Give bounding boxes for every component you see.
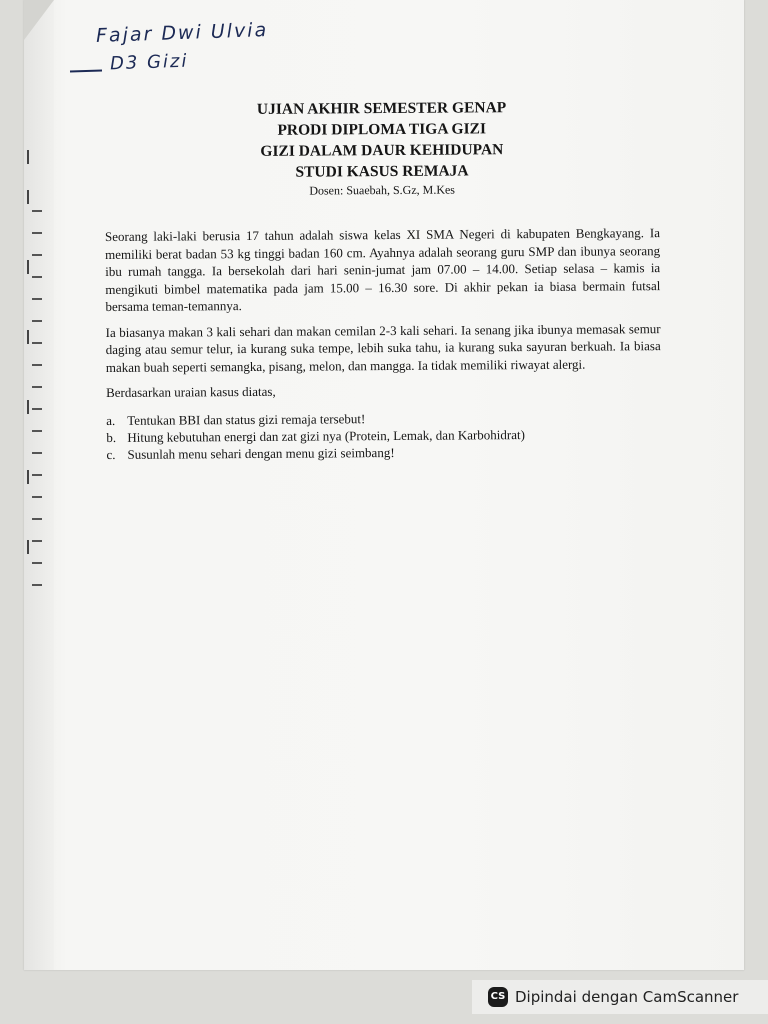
perforation-mark [32,276,42,278]
handwritten-name: Fajar Dwi Ulvia [95,19,269,47]
exam-document [104,96,662,462]
perforation-tick [27,470,29,484]
heading-line-3: GIZI DALAM DAUR KEHIDUPAN [260,141,504,160]
camscanner-logo-icon: CS [488,987,508,1007]
lecturer-line: Dosen: Suaebah, S.Gz, M.Kes [309,182,456,198]
perforation-mark [32,584,42,586]
heading-line-1: UJIAN AKHIR SEMESTER GENAP [256,99,507,118]
heading-line-4: STUDI KASUS REMAJA [295,162,469,181]
task-marker: b. [106,429,117,445]
perforation-tick [27,540,29,554]
perforation-mark [32,518,42,520]
perforation-tick [27,190,29,204]
perforation-mark [32,496,42,498]
perforation-mark [32,386,42,388]
perforation-mark [32,232,42,234]
camscanner-label: Dipindai dengan CamScanner [515,988,739,1006]
perforation-mark [32,210,42,212]
perforation-tick [27,330,29,344]
perforation-mark [32,342,42,344]
handwritten-dash [70,69,102,72]
case-paragraph-1: Seorang laki-laki berusia 17 tahun adalah siswa kelas XI SMA Negeri di kabupaten Bengkayang. Ia memiliki berat badan 53 kg tinggi badan 160 cm. Ayahnya adalah seorang guru SMP dan ibunya seorang ibu rumah tangga. Ia bersekolah dari hari senin-jumat jam 07.00 – 14.00. Setiap selasa – kamis ia mengikuti bimbel matematika pada jam 15.00 – 16.30 sore. Di akhir pekan ia biasa bermain futsal bersama teman-temannya. [104,225,661,314]
case-paragraph-2: Ia biasanya makan 3 kali sehari dan makan cemilan 2-3 kali sehari. Ia senang jika ibunya memasak semur daging atau semur telur, ia kurang suka tempe, lebih suka tahu, ia kurang suka sayuran berkuah. Ia biasa makan buah seperti semangka, pisang, melon, dan mangga. Ia tidak memiliki riwayat alergi. [105,320,661,375]
task-marker: a. [106,412,116,428]
task-marker: c. [106,446,116,462]
perforation-tick [27,260,29,274]
perforation-mark [32,474,42,476]
perforation-mark [32,408,42,410]
binding-edge [24,0,54,970]
handwritten-program: D3 Gizi [109,50,189,75]
task-list [106,408,661,463]
perforation-mark [32,254,42,256]
perforation-mark [32,298,42,300]
perforation-mark [32,364,42,366]
perforation-mark [32,562,42,564]
perforation-tick [27,150,29,164]
corner-fold [24,0,54,40]
heading-line-2: PRODI DIPLOMA TIGA GIZI [277,120,487,139]
perforation-tick [27,400,29,414]
perforation-mark [32,430,42,432]
task-intro: Berdasarkan uraian kasus diatas, [105,383,276,400]
task-text: Hitung kebutuhan energi dan zat gizi nya (Protein, Lemak, dan Karbohidrat) [127,426,525,445]
perforation-mark [32,320,42,322]
task-text: Susunlah menu sehari dengan menu gizi seimbang! [127,444,395,462]
camscanner-watermark [472,980,768,1014]
task-text: Tentukan BBI dan status gizi remaja tersebut! [127,410,366,428]
perforation-mark [32,540,42,542]
perforation-mark [32,452,42,454]
